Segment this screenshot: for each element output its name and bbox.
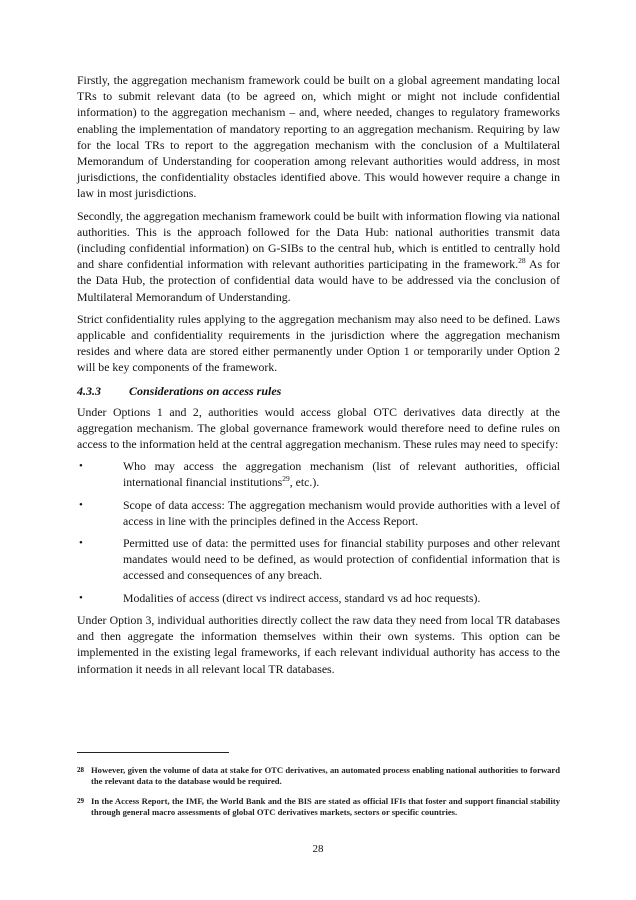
list-item bbox=[77, 590, 560, 606]
bullet-text bbox=[123, 458, 560, 490]
bullet-text: Scope of data access: The aggregation mechanism would provide authorities with a level of access in line with the principles defined in the Access Report. bbox=[123, 497, 560, 528]
body-content bbox=[77, 72, 560, 683]
section-number: 4.3.3 bbox=[77, 383, 101, 398]
footnote-number: 29 bbox=[77, 796, 84, 805]
bullet-icon: • bbox=[79, 591, 83, 604]
footnote-28 bbox=[77, 765, 560, 788]
bullet-icon: • bbox=[79, 460, 83, 473]
footnote-number: 28 bbox=[77, 766, 84, 774]
list-item bbox=[77, 535, 560, 584]
bullet-icon: • bbox=[79, 498, 83, 511]
footnote-divider bbox=[77, 752, 229, 753]
paragraph-secondly bbox=[77, 208, 560, 305]
page-number: 28 bbox=[312, 843, 324, 855]
paragraph-secondly-text-a: Secondly, the aggregation mechanism framework could be built with information flowing via national authorities. This is the approach followed for the Data Hub: national authorities transmit data (including confidential information) on G-SIBs to the central hub, which is entitled to centrally hold and share confidential information with relevant authorities participating in the framework. bbox=[77, 208, 560, 272]
paragraph-firstly: Firstly, the aggregation mechanism framework could be built on a global agreement mandating local TRs to submit relevant data (to be agreed on, which might or might not include confidential information) to the aggregation mechanism – and, where needed, changes to regulatory frameworks enabling the implementation of mandatory reporting to an aggregation mechanism. Requiring by law for the local TRs to report to the aggregation mechanism with the conclusion of a Multilateral Memorandum of Understanding for cooperation among relevant authorities would address, in most jurisdictions, the confidentiality obstacles identified above. This would however require a change in law in most jurisdictions. bbox=[77, 73, 560, 201]
paragraph-access-rules: Under Options 1 and 2, authorities would access global OTC derivatives data directly at the aggregation mechanism. The global governance framework would therefore need to define rules on access to the information held at the central aggregation mechanism. These rules may need to specify: bbox=[77, 404, 560, 452]
paragraph-confidentiality: Strict confidentiality rules applying to the aggregation mechanism may also need to be defined. Laws applicable and confidentiality requirements in the jurisdiction where the aggregation mechanism resides and where data are stored either permanently under Option 1 or temporarily under Option 2 will be key components of the framework. bbox=[77, 311, 560, 375]
list-item bbox=[77, 497, 560, 529]
footnotes bbox=[77, 765, 560, 827]
footnote-text: However, given the volume of data at stake for OTC derivatives, an automated process enabling national authorities to forward the relevant data to the database would be required. bbox=[91, 765, 560, 787]
bullet-text: Modalities of access (direct vs indirect access, standard vs ad hoc requests). bbox=[123, 590, 481, 605]
footnote-ref-29[interactable]: 29 bbox=[282, 474, 290, 484]
section-title: Considerations on access rules bbox=[129, 383, 282, 398]
footnote-text: In the Access Report, the IMF, the World Bank and the BIS are stated as official IFIs that foster and support financial stability through general macro assessments of global OTC derivatives markets, sectors or specific countries. bbox=[91, 795, 560, 818]
section-heading bbox=[77, 382, 560, 400]
footnote-29 bbox=[77, 796, 560, 819]
paragraph-secondly-text-b: As for the Data Hub, the protection of confidential data would have to be addressed via the conclusion of Multilateral Memorandum of Understanding. bbox=[77, 257, 560, 304]
bullet-text-a: Who may access the aggregation mechanism (list of relevant authorities, official international financial institutions bbox=[123, 459, 560, 490]
bullet-text: Permitted use of data: the permitted uses for financial stability purposes and other relevant mandates would need to be defined, as would protection of confidential information that is accessed and consequences of any breach. bbox=[123, 536, 560, 583]
paragraph-option-3: Under Option 3, individual authorities directly collect the raw data they need from local TR databases and then aggregate the information themselves within their own systems. This option can be implemented in the existing legal frameworks, if each relevant individual authority has access to the information it needs in all relevant local TR databases. bbox=[77, 612, 560, 676]
bullet-icon: • bbox=[79, 537, 83, 550]
bullet-text-b: , etc.). bbox=[289, 475, 320, 490]
list-item bbox=[77, 458, 560, 490]
footnote-ref-28[interactable]: 28 bbox=[518, 256, 526, 266]
